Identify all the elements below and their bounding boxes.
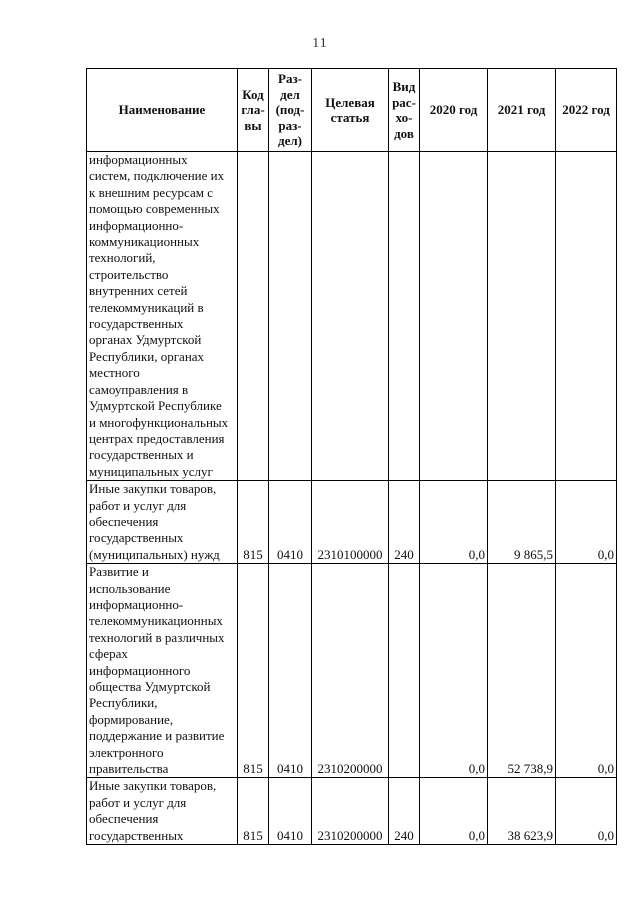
table-body	[87, 152, 617, 845]
row-2021-cell	[488, 152, 556, 481]
header-kind-line: хо-	[395, 110, 413, 125]
header-section-line: дел)	[278, 133, 302, 149]
table-row	[87, 481, 617, 564]
header-2021: 2021 год	[488, 69, 556, 152]
row-target-cell: 2310200000	[312, 778, 389, 845]
row-name-line: помощью современных	[89, 201, 220, 217]
row-name-line: телекоммуникационных	[89, 613, 223, 629]
row-name-line: общества Удмуртской	[89, 679, 211, 694]
row-2021-cell: 38 623,9	[488, 778, 556, 845]
header-kind-line: дов	[394, 125, 414, 141]
row-2022-cell: 0,0	[556, 564, 617, 778]
row-kind-cell	[389, 152, 420, 481]
row-name-line: обеспечения	[89, 513, 159, 529]
row-name-cell	[87, 152, 238, 481]
table-header-row	[87, 69, 617, 152]
row-2020-cell: 0,0	[420, 481, 488, 564]
row-name-line: правительства	[89, 761, 169, 777]
header-section-line: раз-	[278, 117, 302, 133]
row-code-cell	[238, 152, 269, 481]
row-name-line: местного	[89, 365, 140, 381]
row-2022-cell: 0,0	[556, 778, 617, 845]
header-section-line: Раз-	[278, 71, 302, 87]
row-name-line: информационного	[89, 662, 191, 678]
row-section-cell: 0410	[269, 481, 312, 564]
header-section	[269, 69, 312, 152]
row-2022-cell: 0,0	[556, 481, 617, 564]
row-name-cell	[87, 481, 238, 564]
row-name-line: информационно-	[89, 217, 184, 233]
row-name-line: сферах	[89, 646, 128, 662]
header-target-line: Целевая	[325, 94, 375, 110]
header-2022: 2022 год	[556, 69, 617, 152]
row-name-line: Иные закупки товаров,	[89, 778, 217, 794]
row-name-line: Иные закупки товаров,	[89, 481, 217, 497]
row-2022-cell	[556, 152, 617, 481]
header-target	[312, 69, 389, 152]
row-2021-cell: 9 865,5	[488, 481, 556, 564]
row-name-line: и многофункциональных	[89, 414, 229, 430]
row-name-line: Республики, органах	[89, 348, 205, 364]
header-code-line: вы	[244, 117, 262, 133]
row-kind-cell	[389, 564, 420, 778]
row-target-cell: 2310100000	[312, 481, 389, 564]
row-name-line: технологий,	[89, 250, 156, 266]
row-name-line: информационно-	[89, 596, 184, 612]
row-kind-cell: 240	[389, 778, 420, 845]
budget-table	[86, 68, 617, 845]
row-name-cell	[87, 778, 238, 845]
row-target-cell: 2310200000	[312, 564, 389, 778]
row-kind-cell: 240	[389, 481, 420, 564]
header-code-line: гла-	[241, 102, 265, 118]
header-kind	[389, 69, 420, 152]
row-section-cell: 0410	[269, 778, 312, 845]
header-code	[238, 69, 269, 152]
row-name-line: государственных	[89, 316, 184, 332]
row-name-line: работ и услуг для	[89, 497, 187, 513]
row-name-cell	[87, 564, 238, 778]
header-kind-line: рас-	[392, 94, 416, 110]
row-name-line: муниципальных услуг	[89, 463, 213, 479]
row-name-line: строительство	[89, 266, 169, 282]
row-code-cell: 815	[238, 778, 269, 845]
header-section-line: дел	[280, 86, 300, 102]
row-target-cell	[312, 152, 389, 481]
row-name-line: государственных	[89, 530, 184, 546]
row-name-line: электронного	[89, 744, 164, 760]
row-section-cell	[269, 152, 312, 481]
row-name-line: государственных и	[89, 447, 194, 463]
row-name-line: телекоммуникаций в	[89, 299, 204, 315]
row-name-line: технологий в различных	[89, 629, 225, 645]
page-number: 11	[312, 36, 328, 51]
row-2020-cell: 0,0	[420, 778, 488, 845]
row-section-cell: 0410	[269, 564, 312, 778]
table-row	[87, 778, 617, 845]
row-name-line: государственных	[89, 827, 184, 843]
row-name-line: обеспечения	[89, 811, 159, 827]
header-2020: 2020 год	[420, 69, 488, 152]
table-row	[87, 152, 617, 481]
row-name-line: коммуникационных	[89, 234, 200, 250]
row-name-line: самоуправления в	[89, 381, 189, 397]
header-section-line: (под-	[275, 102, 305, 118]
row-name-line: поддержание и развитие	[89, 728, 225, 744]
row-code-cell: 815	[238, 481, 269, 564]
row-name-line: центрах предоставления	[89, 430, 225, 446]
header-target-line: статья	[330, 110, 370, 125]
row-2021-cell: 52 738,9	[488, 564, 556, 778]
row-name-line: Республики,	[89, 695, 158, 711]
row-name-line: внутренних сетей	[89, 283, 188, 299]
row-name-line: (муниципальных) нужд	[89, 546, 220, 562]
header-name: Наименование	[87, 69, 238, 152]
row-code-cell: 815	[238, 564, 269, 778]
row-name-line: формирование,	[89, 711, 174, 727]
row-name-line: Развитие и	[89, 564, 149, 580]
row-name-line: использование	[89, 580, 171, 596]
row-name-line: работ и услуг для	[89, 794, 187, 810]
row-name-line: Удмуртской Республике	[89, 398, 222, 414]
row-name-line: систем, подключение их	[89, 168, 225, 184]
header-code-line: Код	[242, 86, 264, 102]
row-2020-cell: 0,0	[420, 564, 488, 778]
table-row	[87, 564, 617, 778]
row-name-line: органах Удмуртской	[89, 332, 202, 348]
header-kind-line: Вид	[392, 79, 416, 94]
row-2020-cell	[420, 152, 488, 481]
row-name-line: к внешним ресурсам с	[89, 184, 213, 200]
row-name-line: информационных	[89, 152, 188, 167]
